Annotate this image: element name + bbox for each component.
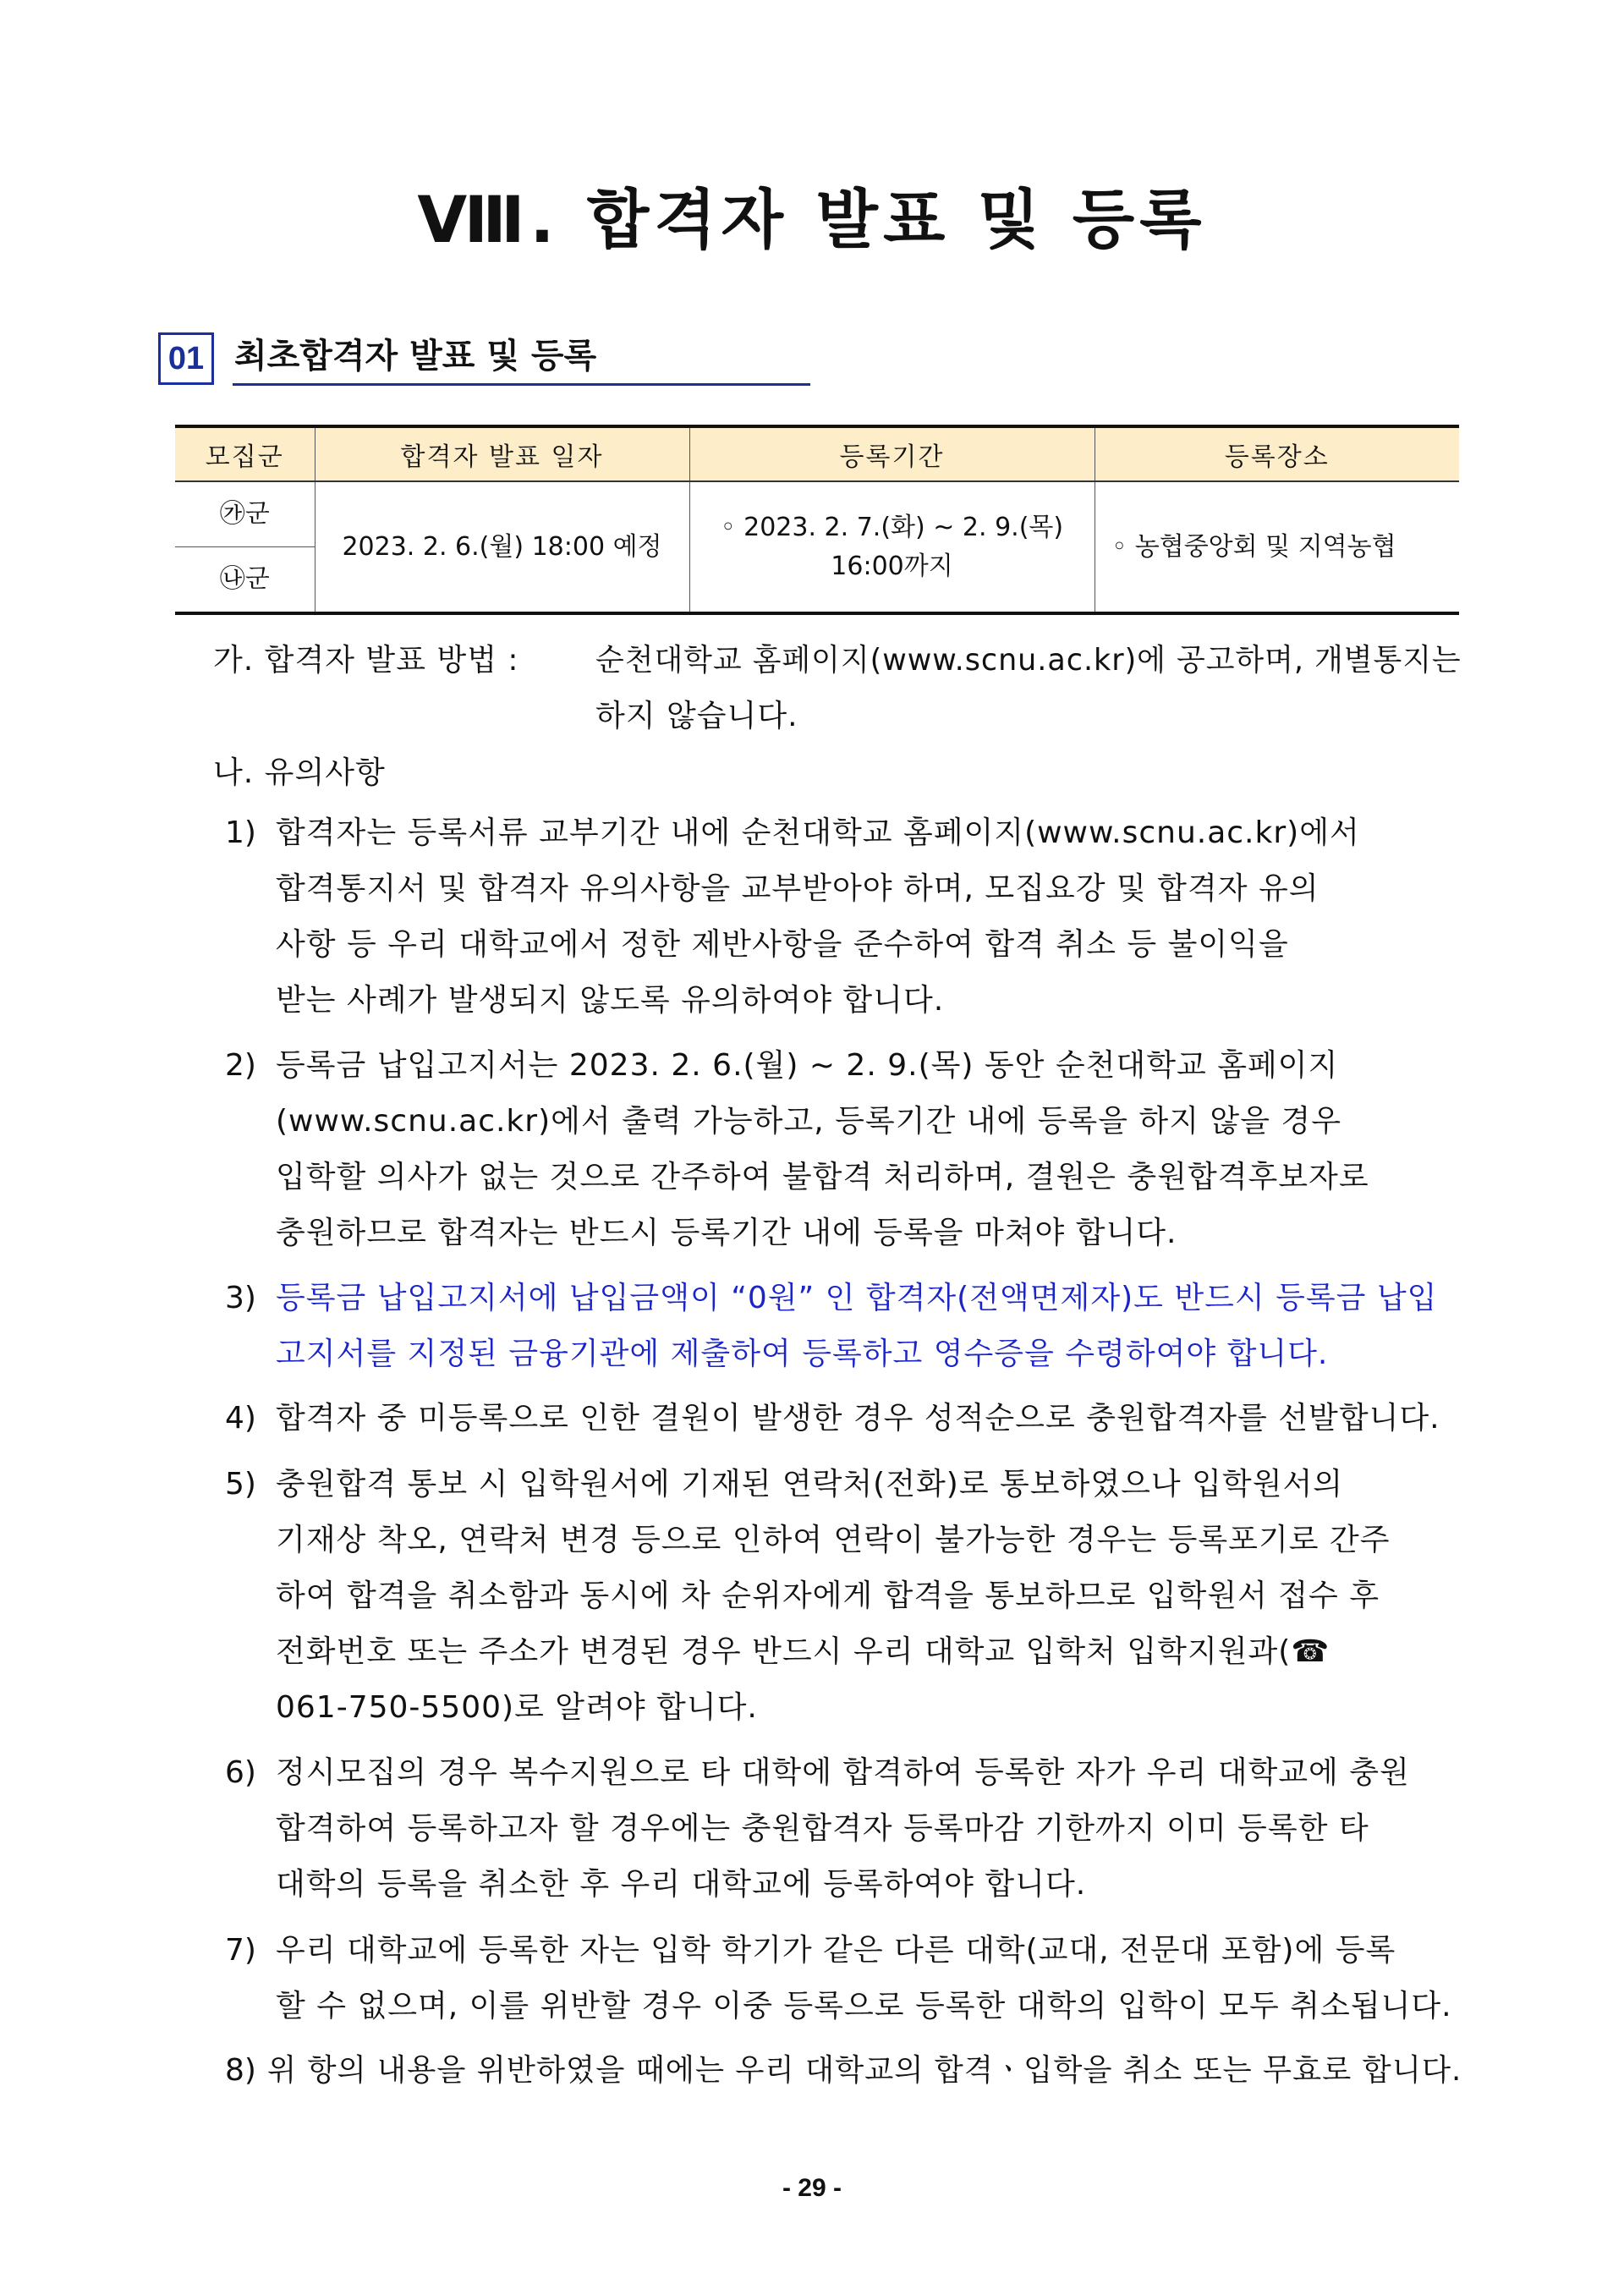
item-8-number: 8) [225, 2053, 256, 2088]
item-1-line: 합격통지서 및 합격자 유의사항을 교부받아야 하며, 모집요강 및 합격자 유의 [276, 871, 1320, 906]
reg-period-line1: ◦ 2023. 2. 7.(화) ~ 2. 9.(목) [720, 512, 1064, 542]
item-3-number: 3) [225, 1281, 256, 1315]
item-2-line: (www.scnu.ac.kr)에서 출력 가능하고, 등록기간 내에 등록을 하지 않을 경우 [276, 1104, 1341, 1139]
item-6-line: 대학의 등록을 취소한 후 우리 대학교에 등록하여야 합니다. [276, 1867, 1087, 1902]
announce-date-cell: 2023. 2. 6.(월) 18:00 예정 [315, 481, 689, 613]
header-reg-place: 등록장소 [1095, 426, 1459, 481]
page-title: Ⅷ. 합격자 발표 및 등록 [417, 182, 1207, 257]
reg-period-line2: 16:00까지 [831, 551, 953, 581]
item-1-line: 사항 등 우리 대학교에서 정한 제반사항을 준수하여 합격 취소 등 불이익을 [276, 927, 1289, 962]
item-2-line: 입학할 의사가 없는 것으로 간주하여 불합격 처리하며, 결원은 충원합격후보자로 [276, 1160, 1369, 1194]
item-5-line: 기재상 착오, 연락처 변경 등으로 인하여 연락이 불가능한 경우는 등록포기로 간주 [276, 1523, 1391, 1557]
header-reg-period: 등록기간 [689, 426, 1095, 481]
header-group: 모집군 [175, 426, 315, 481]
page-number: - 29 - [782, 2174, 842, 2202]
item-5-line: 하여 합격을 취소함과 동시에 차 순위자에게 합격을 통보하므로 입학원서 접수 후 [276, 1578, 1380, 1613]
ga-text-line2: 하지 않습니다. [595, 699, 798, 733]
item-2-line: 등록금 납입고지서는 2023. 2. 6.(월) ~ 2. 9.(목) 동안 순천대학교 홈페이지 [276, 1048, 1339, 1083]
item-7-line: 할 수 없으며, 이를 위반할 경우 이중 등록으로 등록한 대학의 입학이 모두 취소됩니다. [276, 1989, 1452, 2023]
table-header-row [175, 426, 1459, 481]
item-5-line: 전화번호 또는 주소가 변경된 경우 반드시 우리 대학교 입학처 입학지원과(☎ [276, 1634, 1330, 1669]
header-announce-date: 합격자 발표 일자 [315, 426, 689, 481]
reg-period-cell [689, 481, 1095, 613]
item-2-line: 충원하므로 합격자는 반드시 등록기간 내에 등록을 마쳐야 합니다. [276, 1216, 1177, 1250]
section-number: 01 [158, 332, 214, 385]
item-6-line: 합격하여 등록하고자 할 경우에는 충원합격자 등록마감 기한까지 이미 등록한 타 [276, 1811, 1369, 1846]
ga-text-line1: 순천대학교 홈페이지(www.scnu.ac.kr)에 공고하며, 개별통지는 [595, 643, 1462, 678]
item-1-number: 1) [225, 815, 256, 850]
item-5-line: 061-750-5500)로 알려야 합니다. [276, 1690, 758, 1725]
group-na: ㉯군 [175, 547, 315, 614]
reg-place-cell: ◦ 농협중앙회 및 지역농협 [1095, 481, 1459, 613]
item-5-number: 5) [225, 1467, 256, 1502]
item-4-number: 4) [225, 1401, 256, 1436]
item-4-line: 합격자 중 미등록으로 인한 결원이 발생한 경우 성적순으로 충원합격자를 선발합니다. [276, 1401, 1440, 1436]
item-1-line: 합격자는 등록서류 교부기간 내에 순천대학교 홈페이지(www.scnu.ac.kr)에서 [276, 815, 1360, 850]
section-title: 최초합격자 발표 및 등록 [234, 337, 597, 376]
na-label: 나. 유의사항 [213, 755, 386, 790]
item-3-line: 등록금 납입고지서에 납입금액이 “0원” 인 합격자(전액면제자)도 반드시 등록금 납입 [276, 1281, 1438, 1315]
item-8-line: 위 항의 내용을 위반하였을 때에는 우리 대학교의 합격ㆍ입학을 취소 또는 무효로 합니다. [267, 2053, 1462, 2088]
item-3-line: 고지서를 지정된 금융기관에 제출하여 등록하고 영수증을 수령하여야 합니다. [276, 1337, 1329, 1371]
item-6-number: 6) [225, 1755, 256, 1790]
item-7-line: 우리 대학교에 등록한 자는 입학 학기가 같은 다른 대학(교대, 전문대 포함)에 등록 [276, 1933, 1396, 1968]
group-ga: ㉮군 [175, 481, 315, 547]
schedule-table [175, 425, 1459, 615]
item-5-line: 충원합격 통보 시 입학원서에 기재된 연락처(전화)로 통보하였으나 입학원서의 [276, 1467, 1344, 1502]
section-underline [233, 383, 810, 386]
item-2-number: 2) [225, 1048, 256, 1083]
ga-label: 가. 합격자 발표 방법 : [213, 643, 519, 678]
item-7-number: 7) [225, 1933, 256, 1968]
item-6-line: 정시모집의 경우 복수지원으로 타 대학에 합격하여 등록한 자가 우리 대학교에 충원 [276, 1755, 1410, 1790]
table-row [175, 481, 1459, 547]
item-1-line: 받는 사례가 발생되지 않도록 유의하여야 합니다. [276, 983, 945, 1018]
